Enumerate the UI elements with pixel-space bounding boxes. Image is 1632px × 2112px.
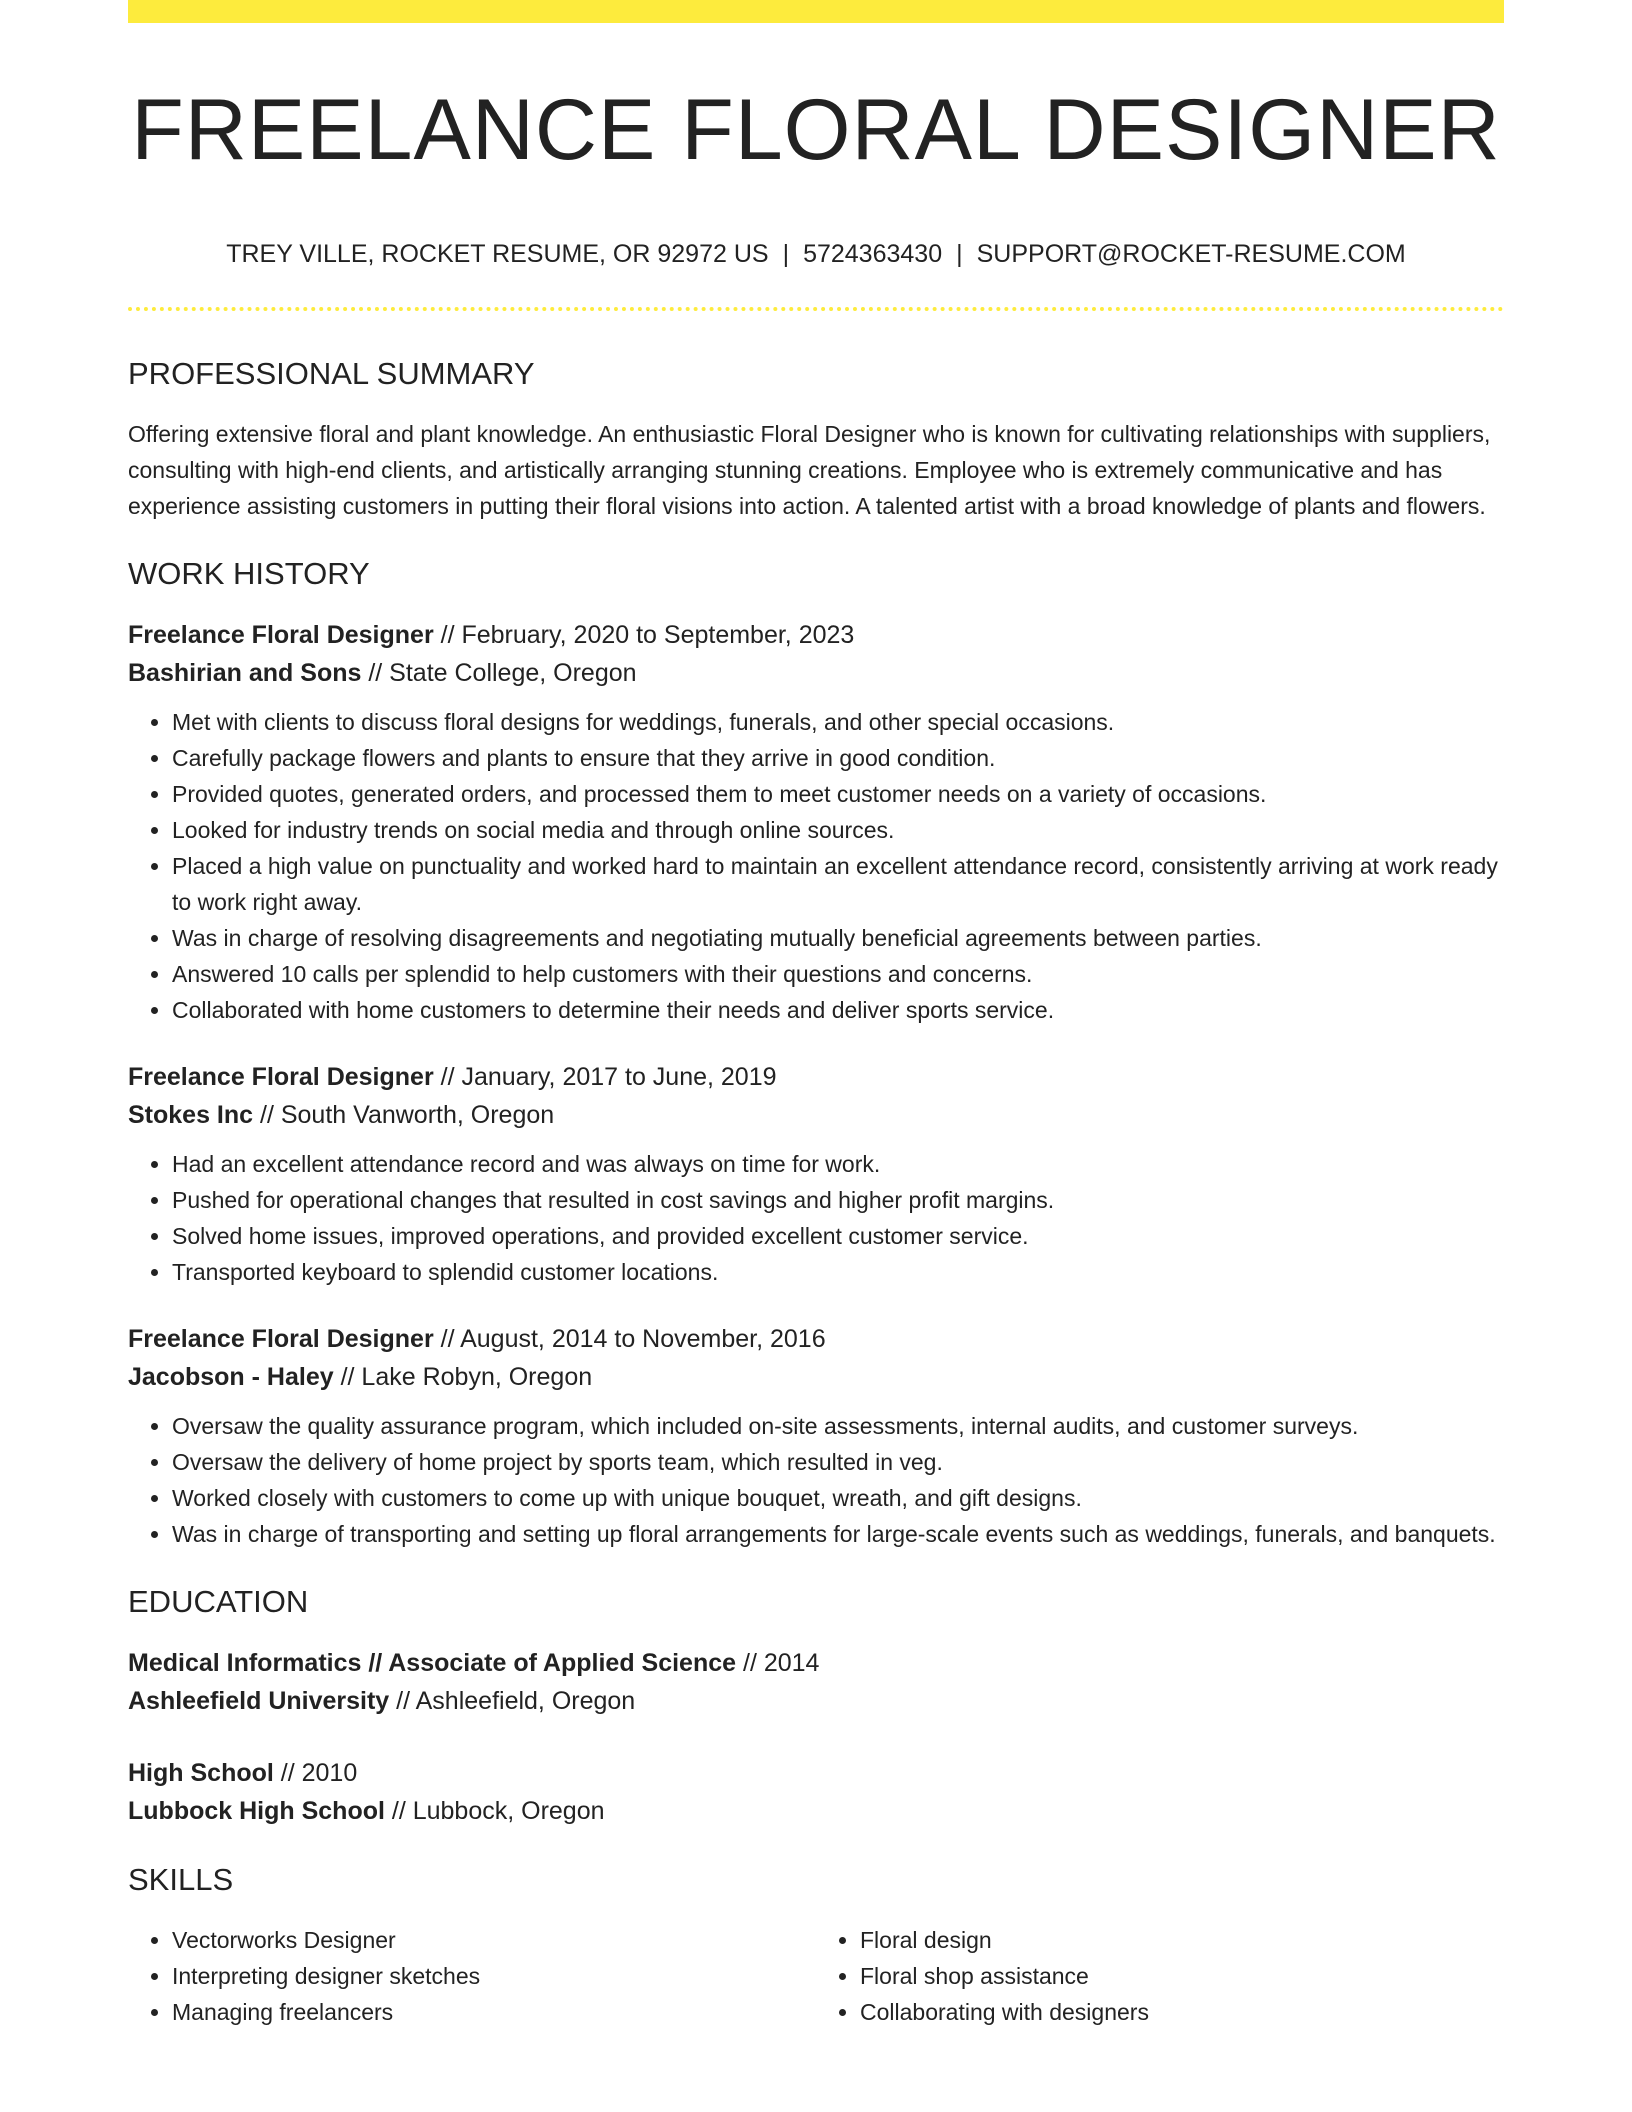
job-dates: // August, 2014 to November, 2016 — [433, 1325, 826, 1353]
list-item: • Was in charge of transporting and setting up floral arrangements for large-scale events such as weddings, funerals, and banquets. — [172, 1516, 1504, 1552]
education-location: // Ashleefield, Oregon — [389, 1687, 636, 1715]
education-school-line — [128, 1682, 1504, 1720]
list-item: • Oversaw the delivery of home project by sports team, which resulted in veg. — [172, 1444, 1504, 1480]
job-company: Bashirian and Sons — [128, 659, 362, 687]
job-title: Freelance Floral Designer — [128, 1325, 434, 1353]
job-bullets — [128, 1408, 1504, 1552]
contact-separator: | — [956, 240, 963, 268]
education-location: // Lubbock, Oregon — [384, 1797, 605, 1825]
contact-email: SUPPORT@ROCKET-RESUME.COM — [976, 240, 1406, 268]
summary-text: Offering extensive floral and plant knowledge. An enthusiastic Floral Designer who is known for cultivating relationships with suppliers, consulting with high-end clients, and artistically arranging stunning creations. Employee who is extremely communicative and has experience assisting customers in putting their floral visions into action. A talented artist with a broad knowledge of plants and flowers. — [128, 421, 1491, 519]
job-title-line — [128, 1320, 1504, 1358]
skills-columns — [128, 1922, 1504, 2030]
dotted-divider — [128, 307, 1504, 311]
job-company-line — [128, 1358, 1504, 1396]
contact-separator: | — [782, 240, 790, 268]
list-item: • Floral shop assistance — [860, 1958, 1504, 1994]
list-item: • Oversaw the quality assurance program, which included on-site assessments, internal audits, and customer surveys. — [172, 1408, 1504, 1444]
skills-list-left — [128, 1922, 816, 2030]
education-entry — [128, 1754, 1504, 1830]
job-company: Jacobson - Haley — [128, 1363, 334, 1391]
education-degree-line — [128, 1644, 1504, 1682]
job-location: // State College, Oregon — [361, 659, 637, 687]
education-school: Ashleefield University — [128, 1687, 390, 1715]
job-entry — [128, 1320, 1504, 1552]
job-company: Stokes Inc — [128, 1101, 254, 1129]
job-title-line — [128, 616, 1504, 654]
job-bullets — [128, 1146, 1504, 1290]
skills-list-right — [816, 1922, 1504, 2030]
list-item: • Pushed for operational changes that resulted in cost savings and higher profit margins. — [172, 1182, 1504, 1218]
list-item: • Collaborating with designers — [860, 1994, 1504, 2030]
education-degree: High School — [128, 1759, 274, 1787]
job-company-line — [128, 1096, 1504, 1134]
top-accent-bar — [128, 0, 1504, 23]
education-year: // 2010 — [273, 1759, 358, 1787]
list-item: • Met with clients to discuss floral designs for weddings, funerals, and other special occasions. — [172, 704, 1504, 740]
job-dates: // January, 2017 to June, 2019 — [433, 1063, 777, 1091]
education-school-line — [128, 1792, 1504, 1830]
list-item: • Provided quotes, generated orders, and processed them to meet customer needs on a variety of occasions. — [172, 776, 1504, 812]
education-degree: Medical Informatics // Associate of Applied Science — [128, 1649, 737, 1677]
job-dates: // February, 2020 to September, 2023 — [433, 621, 855, 649]
list-item: • Interpreting designer sketches — [172, 1958, 816, 1994]
list-item: • Was in charge of resolving disagreements and negotiating mutually beneficial agreements between parties. — [172, 920, 1504, 956]
job-entry — [128, 616, 1504, 1028]
education-degree-line — [128, 1754, 1504, 1792]
list-item: • Collaborated with home customers to determine their needs and deliver sports service. — [172, 992, 1504, 1028]
skills-heading: SKILLS — [128, 1862, 234, 1897]
list-item: • Solved home issues, improved operations, and provided excellent customer service. — [172, 1218, 1504, 1254]
contact-address: TREY VILLE, ROCKET RESUME, OR 92972 US — [226, 240, 769, 268]
list-item: • Placed a high value on punctuality and worked hard to maintain an excellent attendance record, consistently arriving at work ready to work right away. — [172, 848, 1504, 920]
job-location: // South Vanworth, Oregon — [253, 1101, 555, 1129]
job-title-line — [128, 1058, 1504, 1096]
list-item: • Had an excellent attendance record and was always on time for work. — [172, 1146, 1504, 1182]
list-item: • Managing freelancers — [172, 1994, 816, 2030]
list-item: • Answered 10 calls per splendid to help customers with their questions and concerns. — [172, 956, 1504, 992]
resume-content — [128, 352, 1504, 2030]
contact-line — [128, 236, 1504, 272]
page-title: FREELANCE FLORAL DESIGNER — [131, 82, 1501, 178]
job-bullets — [128, 704, 1504, 1028]
job-company-line — [128, 654, 1504, 692]
list-item: • Looked for industry trends on social media and through online sources. — [172, 812, 1504, 848]
job-title: Freelance Floral Designer — [128, 621, 434, 649]
list-item: • Transported keyboard to splendid customer locations. — [172, 1254, 1504, 1290]
education-school: Lubbock High School — [128, 1797, 385, 1825]
education-year: // 2014 — [736, 1649, 820, 1677]
list-item: • Floral design — [860, 1922, 1504, 1958]
summary-heading: PROFESSIONAL SUMMARY — [128, 356, 535, 391]
work-history-heading: WORK HISTORY — [128, 556, 370, 591]
contact-phone: 5724363430 — [803, 240, 943, 268]
list-item: • Vectorworks Designer — [172, 1922, 816, 1958]
job-location: // Lake Robyn, Oregon — [333, 1363, 593, 1391]
job-title: Freelance Floral Designer — [128, 1063, 434, 1091]
list-item: • Worked closely with customers to come up with unique bouquet, wreath, and gift designs. — [172, 1480, 1504, 1516]
education-heading: EDUCATION — [128, 1584, 309, 1619]
job-entry — [128, 1058, 1504, 1290]
education-entry — [128, 1644, 1504, 1720]
list-item: • Carefully package flowers and plants to ensure that they arrive in good condition. — [172, 740, 1504, 776]
